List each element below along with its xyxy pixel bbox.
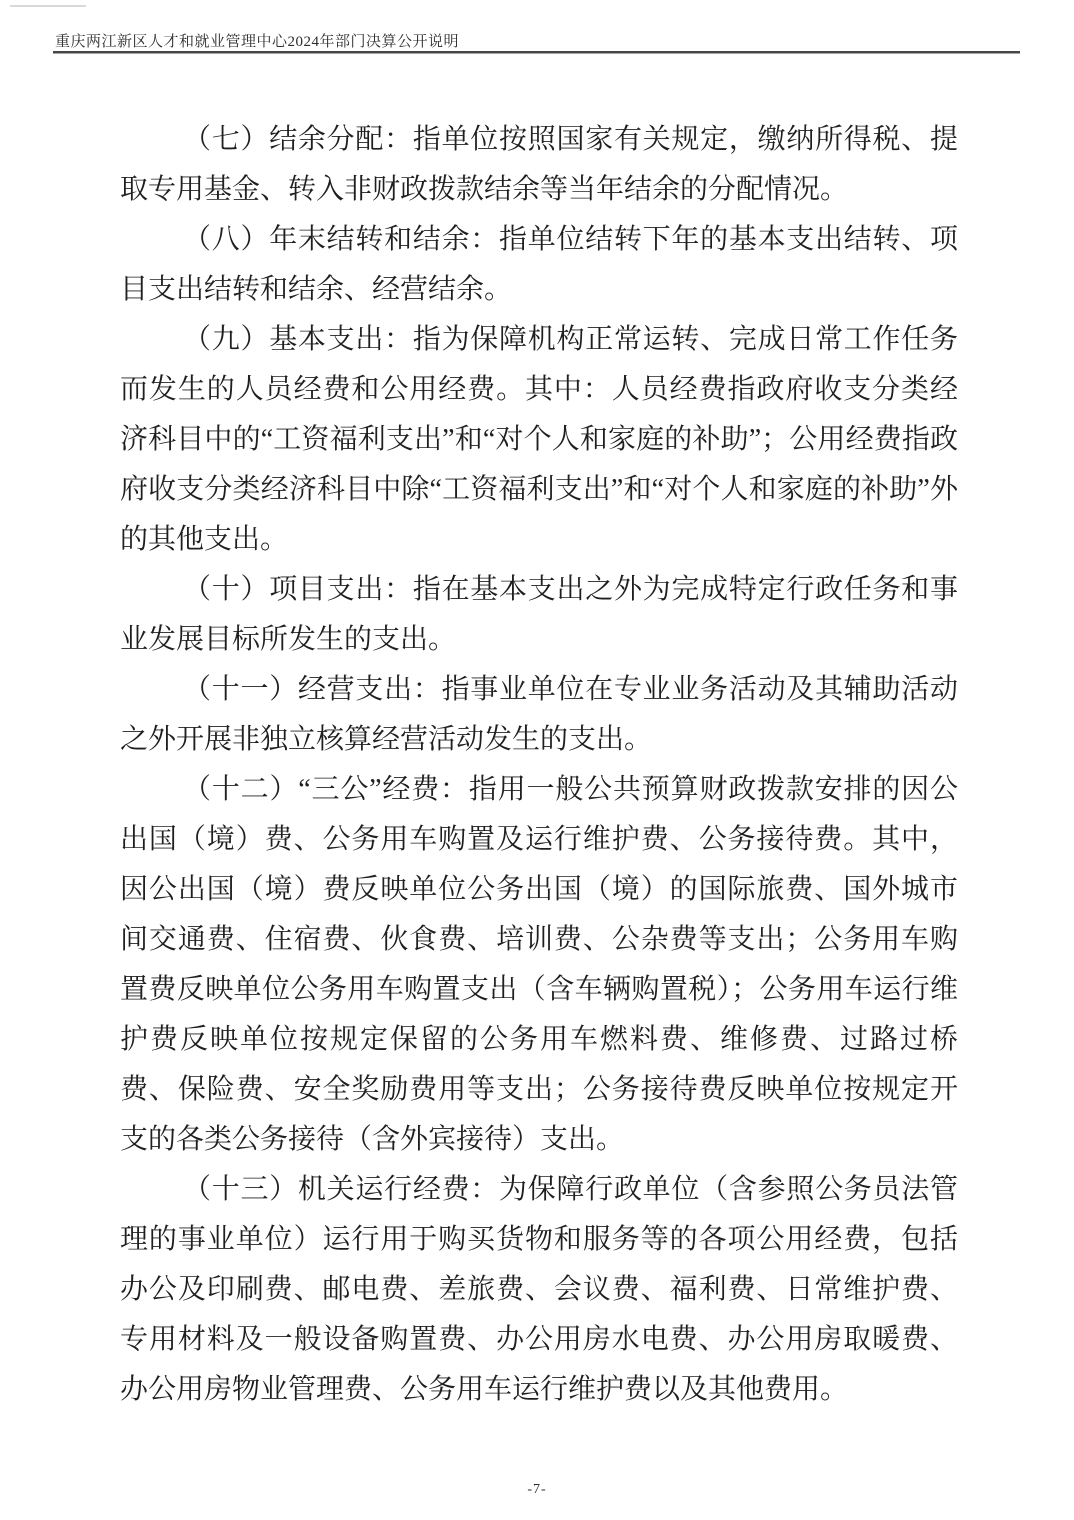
paragraph-9-basic-expenditure: （九）基本支出：指为保障机构正常运转、完成日常工作任务而发生的人员经费和公用经费。其中：人员经费指政府收支分类经济科目中的“工资福利支出”和“对个人和家庭的补助”；公用经费指政府收支分类经济科目中除“工资福利支出”和“对个人和家庭的补助”外的其他支出。	[120, 324, 958, 555]
page-number: -7-	[527, 1482, 547, 1497]
paragraph-7-surplus-distribution: （七）结余分配：指单位按照国家有关规定，缴纳所得税、提取专用基金、转入非财政拨款结余等当年结余的分配情况。	[120, 124, 958, 205]
header-title: 重庆两江新区人才和就业管理中心2024年部门决算公开说明	[55, 34, 460, 50]
header-rule	[53, 51, 1020, 54]
paragraph-8-year-end-carryover: （八）年末结转和结余：指单位结转下年的基本支出结转、项目支出结转和结余、经营结余。	[120, 224, 958, 305]
paragraph-12-three-public-funds: （十二）“三公”经费：指用一般公共预算财政拨款安排的因公出国（境）费、公务用车购置及运行维护费、公务接待费。其中，因公出国（境）费反映单位公务出国（境）的国际旅费、国外城市间交通费、住宿费、伙食费、培训费、公杂费等支出；公务用车购置费反映单位公务用车购置支出（含车辆购置税）；公务用车运行维护费反映单位按规定保留的公务用车燃料费、维修费、过路过桥费、保险费、安全奖励费用等支出；公务接待费反映单位按规定开支的各类公务接待（含外宾接待）支出。	[120, 774, 958, 1155]
paragraph-13-agency-operating-funds: （十三）机关运行经费：为保障行政单位（含参照公务员法管理的事业单位）运行用于购买货物和服务等的各项公用经费，包括办公及印刷费、邮电费、差旅费、会议费、福利费、日常维护费、专用材料及一般设备购置费、办公用房水电费、办公用房取暖费、办公用房物业管理费、公务用车运行维护费以及其他费用。	[120, 1174, 958, 1405]
scan-artifact-line	[10, 5, 86, 7]
document-body	[120, 115, 958, 1415]
paragraph-10-project-expenditure: （十）项目支出：指在基本支出之外为完成特定行政任务和事业发展目标所发生的支出。	[120, 574, 958, 655]
page-footer	[0, 1480, 1074, 1498]
paragraph-11-operating-expenditure: （十一）经营支出：指事业单位在专业业务活动及其辅助活动之外开展非独立核算经营活动发生的支出。	[120, 674, 958, 755]
